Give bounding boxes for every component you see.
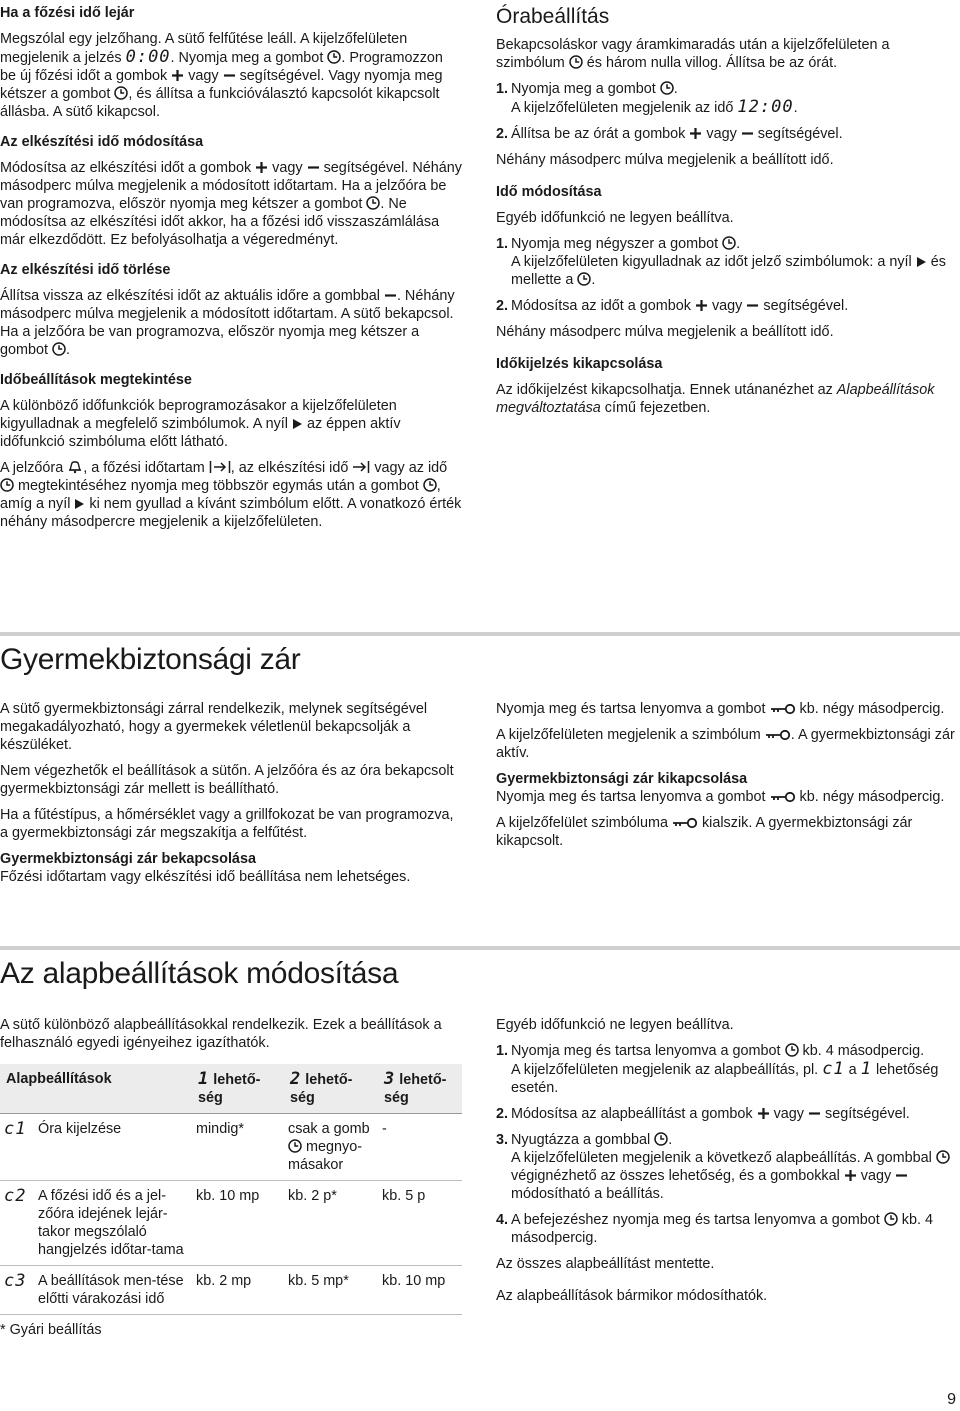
setting-code: c2 (0, 1181, 34, 1266)
childlock-off-press: Nyomja meg és tartsa lenyomva a gombot kb. négy másodpercig. (496, 789, 945, 805)
end-time-icon (352, 460, 370, 474)
table-row (0, 1266, 462, 1315)
basic-right (496, 1016, 960, 1313)
childlock-step-press: Nyomja meg és tartsa lenyomva a gombot kb. négy másodpercig. (496, 701, 945, 717)
setting-option-1: kb. 10 mp (192, 1181, 284, 1266)
right-top-column (496, 4, 960, 425)
minus-icon (741, 127, 754, 140)
clock-title: Órabeállítás (496, 5, 610, 28)
basic-intro: A sütő különböző alapbeállításokkal rendelkezik. Ezek a beállítások a felhasználó egyedi igényeihez igazíthatók. (0, 1017, 442, 1051)
clock-icon (884, 1212, 898, 1226)
clock-icon (288, 1139, 302, 1153)
delete-paragraph: Állítsa vissza az elkészítési időt az aktuális időre a gombbal . Néhány másodperc múlva megjelenik a módosított időtartam. A sütő bekapcsol. Ha a jelzőóra be van programozva, először nyomja meg kétszer a gombot . (0, 288, 455, 358)
table-row (0, 1181, 462, 1266)
clock-intro: Bekapcsoláskor vagy áramkimaradás után a kijelzőfelületen a szimbólum és három nulla villog. Állítsa be az órát. (496, 37, 890, 71)
clock-step-2: 2. Állítsa be az órát a gombok vagy segítségével. (496, 126, 843, 142)
setting-option-1: mindig* (192, 1114, 284, 1181)
clock-step-1: 1. Nyomja meg a gombot . A kijelzőfelületen megjelenik az idő 12:00. (496, 81, 798, 117)
childlock-on-paragraph: Főzési időtartam vagy elkészítési idő beállítása nem lehetséges. (0, 869, 411, 885)
plus-icon (255, 161, 268, 174)
time-off-paragraph: Az időkijelzést kikapcsolhatja. Ennek utánanézhet az Alapbeállítások megváltoztatása című fejezetben. (496, 382, 935, 416)
clock-icon (114, 86, 128, 100)
childlock-on-title: Gyermekbiztonsági zár bekapcsolása (0, 851, 256, 867)
table-header-option-2: 2 lehető-ség (284, 1064, 378, 1114)
page-number: 9 (947, 1391, 956, 1408)
time-modify-step-2: 2. Módosítsa az időt a gombok vagy segítségével. (496, 298, 849, 314)
setting-option-1: kb. 2 mp (192, 1266, 284, 1315)
time-off-title: Időkijelzés kikapcsolása (496, 356, 663, 372)
plus-icon (689, 127, 702, 140)
table-header-settings: Alapbeállítások (0, 1064, 192, 1114)
clock-icon (0, 478, 14, 492)
minus-icon (895, 1169, 908, 1182)
timer-end-title: Ha a főzési idő lejár (0, 5, 135, 21)
duration-icon (209, 460, 231, 474)
table-header-option-3: 3 lehető-ség (378, 1064, 462, 1114)
basic-step-3: 3. Nyugtázza a gombbal . A kijelzőfelületen megjelenik a következő alapbeállítás. A gombbal végignézhető az összes lehetőség, és a gombokkal vagy módosítható a beállítás. (496, 1131, 960, 1203)
clock-icon (654, 1132, 668, 1146)
arrow-icon (916, 256, 927, 268)
time-modify-after: Néhány másodperc múlva megjelenik a beállított idő. (496, 324, 834, 340)
childlock-step-display: A kijelzőfelületen megjelenik a szimbólum . A gyermekbiztonsági zár aktív. (496, 727, 955, 761)
plus-icon (844, 1169, 857, 1182)
clock-icon (52, 342, 66, 356)
view-paragraph-1: A különböző időfunkciók beprogramozásakor a kijelzőfelületen kigyulladnak a megfelelő szimbólumok. A nyíl az éppen aktív időfunkció szimbóluma előtt látható. (0, 398, 401, 450)
setting-option-2: csak a gomb megnyo-másakor (284, 1114, 378, 1181)
timer-end-paragraph: Megszólal egy jelzőhang. A sütő felfűtése leáll. A kijelzőfelületen megjelenik a jelzés 0:00. Nyomja meg a gombot . Programozzon be új főzési időt a gombok vagy segítségével. Vagy nyomja meg kétszer a gombot , és állítsa a funkcióválasztó kapcsolót kikapcsolt állásba. A sütő kikapcsol. (0, 31, 443, 120)
chapter-reference: Alapbeállítások megváltoztatása (496, 382, 935, 416)
display-code: c1 (822, 1059, 845, 1079)
setting-option-2: kb. 5 mp* (284, 1266, 378, 1315)
clock-icon (936, 1150, 950, 1164)
arrow-icon (292, 418, 303, 430)
time-modify-intro: Egyéb időfunkció ne legyen beállítva. (496, 210, 734, 226)
childlock-title: Gyermekbiztonsági zár (0, 643, 301, 676)
view-title: Időbeállítások megtekintése (0, 372, 192, 388)
clock-icon (327, 50, 341, 64)
minus-icon (746, 299, 759, 312)
delete-title: Az elkészítési idő törlése (0, 262, 171, 278)
setting-label: A főzési idő és a jel-zőóra idejének lejár-takor megszólaló hangjelzés időtar-tama (34, 1181, 192, 1266)
childlock-off-display: A kijelzőfelület szimbóluma kialszik. A gyermekbiztonsági zár kikapcsolt. (496, 815, 913, 849)
key-icon (770, 791, 796, 803)
clock-icon (569, 55, 583, 69)
basic-after-1: Az összes alapbeállítást mentette. (496, 1256, 715, 1272)
childlock-p1: A sütő gyermekbiztonsági zárral rendelkezik, melynek segítségével megakadályozható, hogy a gyermekek véletlenül bekapcsolják a készüléket. (0, 701, 428, 753)
childlock-right (496, 700, 960, 858)
minus-icon (384, 289, 397, 302)
basic-step-4: 4. A befejezéshez nyomja meg és tartsa lenyomva a gombot kb. 4 másodpercig. (496, 1212, 933, 1246)
table-header-row (0, 1064, 462, 1114)
setting-option-2: kb. 2 p* (284, 1181, 378, 1266)
minus-icon (307, 161, 320, 174)
section-divider (0, 632, 960, 636)
childlock-left (0, 642, 462, 894)
childlock-off-title: Gyermekbiztonsági zár kikapcsolása (496, 771, 748, 787)
basic-right-intro: Egyéb időfunkció ne legyen beállítva. (496, 1017, 734, 1033)
clock-icon (577, 272, 591, 286)
setting-option-3: kb. 10 mp (378, 1266, 462, 1315)
setting-code: c3 (0, 1266, 34, 1315)
time-modify-title: Idő módosítása (496, 184, 602, 200)
key-icon (765, 729, 791, 741)
basic-step-2: 2. Módosítsa az alapbeállítást a gombok vagy segítségével. (496, 1106, 910, 1122)
basic-steps (496, 1042, 960, 1247)
plus-icon (757, 1107, 770, 1120)
minus-icon (808, 1107, 821, 1120)
key-icon (672, 817, 698, 829)
display-code: 1 (860, 1059, 872, 1079)
clock-icon (785, 1043, 799, 1057)
basic-title: Az alapbeállítások módosítása (0, 957, 399, 990)
basic-after-2: Az alapbeállítások bármikor módosíthatók. (496, 1288, 768, 1304)
childlock-p2: Nem végezhetők el beállítások a sütőn. A jelzőóra és az óra bekapcsolt gyermekbiztonsági zár mellett is beállítható. (0, 763, 454, 797)
time-modify-step-1: 1. Nyomja meg négyszer a gombot . A kijelzőfelületen kigyulladnak az időt jelző szimbólumok: a nyíl és mellette a . (496, 236, 946, 288)
time-modify-steps (496, 235, 960, 315)
settings-table (0, 1064, 462, 1315)
left-top-column (0, 4, 462, 539)
modify-title: Az elkészítési idő módosítása (0, 134, 204, 150)
setting-option-3: kb. 5 p (378, 1181, 462, 1266)
clock-after: Néhány másodperc múlva megjelenik a beállított idő. (496, 152, 834, 168)
plus-icon (171, 69, 184, 82)
table-row (0, 1114, 462, 1181)
setting-label: Óra kijelzése (34, 1114, 192, 1181)
key-icon (770, 703, 796, 715)
setting-label: A beállítások men-tése előtti várakozási idő (34, 1266, 192, 1315)
clock-icon (423, 478, 437, 492)
clock-icon (660, 81, 674, 95)
modify-paragraph: Módosítsa az elkészítési időt a gombok vagy segítségével. Néhány másodperc múlva megjelenik a módosított időtartam. Ha a jelzőóra be van programozva, először nyomja meg kétszer a gombot . Ne módosítsa az elkészítési időt akkor, ha a főzési idő visszaszámlálása már elkezdődött. Ez befolyásolhatja a végeredményt. (0, 160, 462, 248)
table-header-option-1: 1 lehető-ség (192, 1064, 284, 1114)
setting-option-3: - (378, 1114, 462, 1181)
setting-code: c1 (0, 1114, 34, 1181)
display-code: 0:00 (125, 47, 171, 67)
table-footnote: * Gyári beállítás (0, 1322, 102, 1338)
clock-icon (366, 196, 380, 210)
clock-steps (496, 80, 960, 143)
clock-icon (722, 236, 736, 250)
section-divider (0, 946, 960, 950)
minus-icon (223, 69, 236, 82)
basic-left (0, 956, 462, 1347)
arrow-icon (74, 498, 85, 510)
view-paragraph-2: A jelzőóra , a főzési időtartam , az elkészítési idő vagy az idő megtekintéséhez nyomja meg többször egymás után a gombot , amíg a nyíl ki nem gyullad a kívánt szimbólum előtt. A vonatkozó érték néhány másodpercre megjelenik a kijelzőfelületen. (0, 460, 462, 530)
bell-icon (67, 459, 83, 474)
plus-icon (695, 299, 708, 312)
display-code: 12:00 (737, 97, 794, 117)
childlock-p3: Ha a fűtéstípus, a hőmérséklet vagy a grillfokozat be van programozva, a gyermekbiztonsági zár megszakítja a felfűtést. (0, 807, 454, 841)
basic-step-1: 1. Nyomja meg és tartsa lenyomva a gombot kb. 4 másodpercig. A kijelzőfelületen megjelenik az alapbeállítás, pl. c1 a 1 lehetőség esetén. (496, 1043, 939, 1096)
